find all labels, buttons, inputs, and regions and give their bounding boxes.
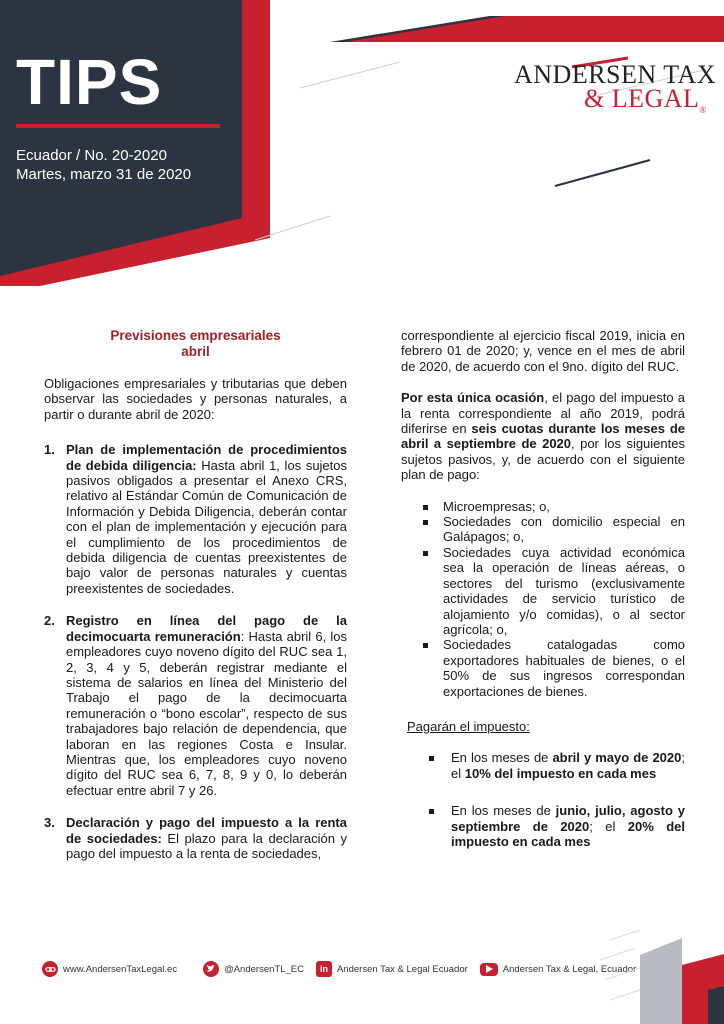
item-heading: Plan de implementación de procedimientos de debida diligencia: <box>66 442 347 473</box>
linkedin-icon: in <box>316 961 332 977</box>
pay-text: ; el <box>589 818 628 834</box>
deferral-emphasis-2: seis cuotas durante los meses de abril a septiembre de 2020 <box>401 421 686 452</box>
deferral-text: , el pago del impuesto a la renta correspondiente al año 2019, podrá diferirse en <box>401 390 685 437</box>
payment-heading: Pagarán el impuesto: <box>407 718 530 734</box>
list-item: Sociedades con domicilio especial en Galápagos; o, <box>421 514 685 545</box>
list-item: Sociedades catalogadas como exportadores habituales de bienes, o el 50% de sus ingresos correspondan exportaciones de bienes. <box>421 637 685 699</box>
footer-linkedin-link[interactable] <box>316 961 468 977</box>
footer <box>42 958 648 980</box>
link-icon <box>42 961 58 977</box>
deferral-emphasis: Por esta única ocasión <box>401 390 545 406</box>
tips-title: TIPS <box>16 46 163 118</box>
list-item: Microempresas; o, <box>421 499 685 514</box>
left-column <box>44 328 347 878</box>
payment-list <box>427 750 685 849</box>
twitter-text: @AndersenTL_EC <box>224 963 304 975</box>
section-title-line2: abril <box>181 344 210 359</box>
pay-percentage: 10% del impuesto en cada mes <box>464 765 657 781</box>
item-heading: Declaración y pago del impuesto a la renta de sociedades: <box>66 815 347 846</box>
list-item <box>44 613 347 798</box>
pay-text: En los meses de <box>451 750 553 766</box>
item-number: 1. <box>44 442 55 458</box>
linkedin-text: Andersen Tax & Legal Ecuador <box>336 963 468 975</box>
pay-percentage: 20% del impuesto en cada mes <box>451 818 685 849</box>
logo-legal: & LEGAL <box>584 84 700 113</box>
list-item <box>427 803 685 849</box>
item-number: 2. <box>44 613 55 629</box>
pay-text: ; el <box>451 750 685 781</box>
corner-decoration <box>590 910 724 1024</box>
list-item <box>427 750 685 781</box>
logo-text-line1: ANDERSEN TAX <box>514 60 717 89</box>
pay-months: junio, julio, agosto y septiembre de 2020 <box>451 803 685 834</box>
continuation-paragraph: correspondiente al ejercicio fiscal 2019, inicia en febrero 01 de 2020; y, vence en el mes de abril de 2020, de acuerdo con el 9no. dígito del RUC. <box>401 328 685 374</box>
taxpayer-list <box>421 499 685 699</box>
list-item <box>44 815 347 861</box>
andersen-logo <box>514 58 717 116</box>
logo-registered-mark: ® <box>699 105 707 116</box>
obligations-list <box>44 442 347 861</box>
list-item <box>44 442 347 596</box>
issue-info <box>16 146 191 184</box>
item-text: El plazo para la declaración y pago del impuesto a la renta de sociedades, <box>66 830 347 861</box>
issue-date: Martes, marzo 31 de 2020 <box>16 166 192 183</box>
title-underline <box>16 124 220 128</box>
issue-number: Ecuador / No. 20-2020 <box>16 147 167 164</box>
item-number: 3. <box>44 815 55 831</box>
item-text: : Hasta abril 6, los empleadores cuyo noveno dígito del RUC sea 1, 2, 3, 4 y 5, deberán registrar mediante el sistema de salarios en línea del Ministerio del Trabajo el pago de la decimocuarta remuneración o “bono escolar”, respecto de sus trabajadores bajo relación de dependencia, que laboran en las regiones Costa e Insular. Mientras que, los empleadores cuyo noveno dígito del RUC sea 6, 7, 8, 9 y 0, lo deberán efectuar entre abril 7 y 26. <box>66 628 347 798</box>
logo-text-line2 <box>584 84 707 115</box>
twitter-icon <box>203 961 219 977</box>
section-title-line1: Previsiones empresariales <box>110 328 281 343</box>
item-heading: Registro en línea del pago de la decimocuarta remuneración <box>66 613 347 644</box>
list-item: Sociedades cuya actividad económica sea la operación de líneas aéreas, o sectores del turismo (exclusivamente actividades de servicio turístico de alojamiento y/o comidas), o al sector agrícola; o, <box>421 545 685 637</box>
right-column <box>401 328 685 871</box>
youtube-icon <box>480 963 498 976</box>
deferral-text-2: , por los siguientes sujetos pasivos, y, de acuerdo con el siguiente plan de pago: <box>401 436 685 483</box>
item-text: Hasta abril 1, los sujetos pasivos obligados a presentar el Anexo CRS, relativo al Estándar Común de Comunicación de Información y Debida Diligencia, deberán contar con el plan de implementación y ejecución para el cumplimiento de los procedimientos de debida diligencia de cuentas preexistentes de bajo valor de personas naturales y cuentas preexistentes de sociedades. <box>66 457 348 596</box>
pay-text: En los meses de <box>451 803 556 819</box>
pay-months: abril y mayo de 2020 <box>552 750 682 766</box>
footer-twitter-link[interactable] <box>203 961 304 977</box>
intro-paragraph: Obligaciones empresariales y tributarias que deben observar las sociedades y personas naturales, a partir o durante abril de 2020: <box>44 376 347 422</box>
footer-website-link[interactable] <box>42 961 177 977</box>
website-text: www.AndersenTaxLegal.ec <box>63 963 178 975</box>
deferral-paragraph <box>401 390 685 482</box>
section-title <box>44 328 347 360</box>
youtube-text: Andersen Tax & Legal, Ecuador <box>502 963 637 975</box>
